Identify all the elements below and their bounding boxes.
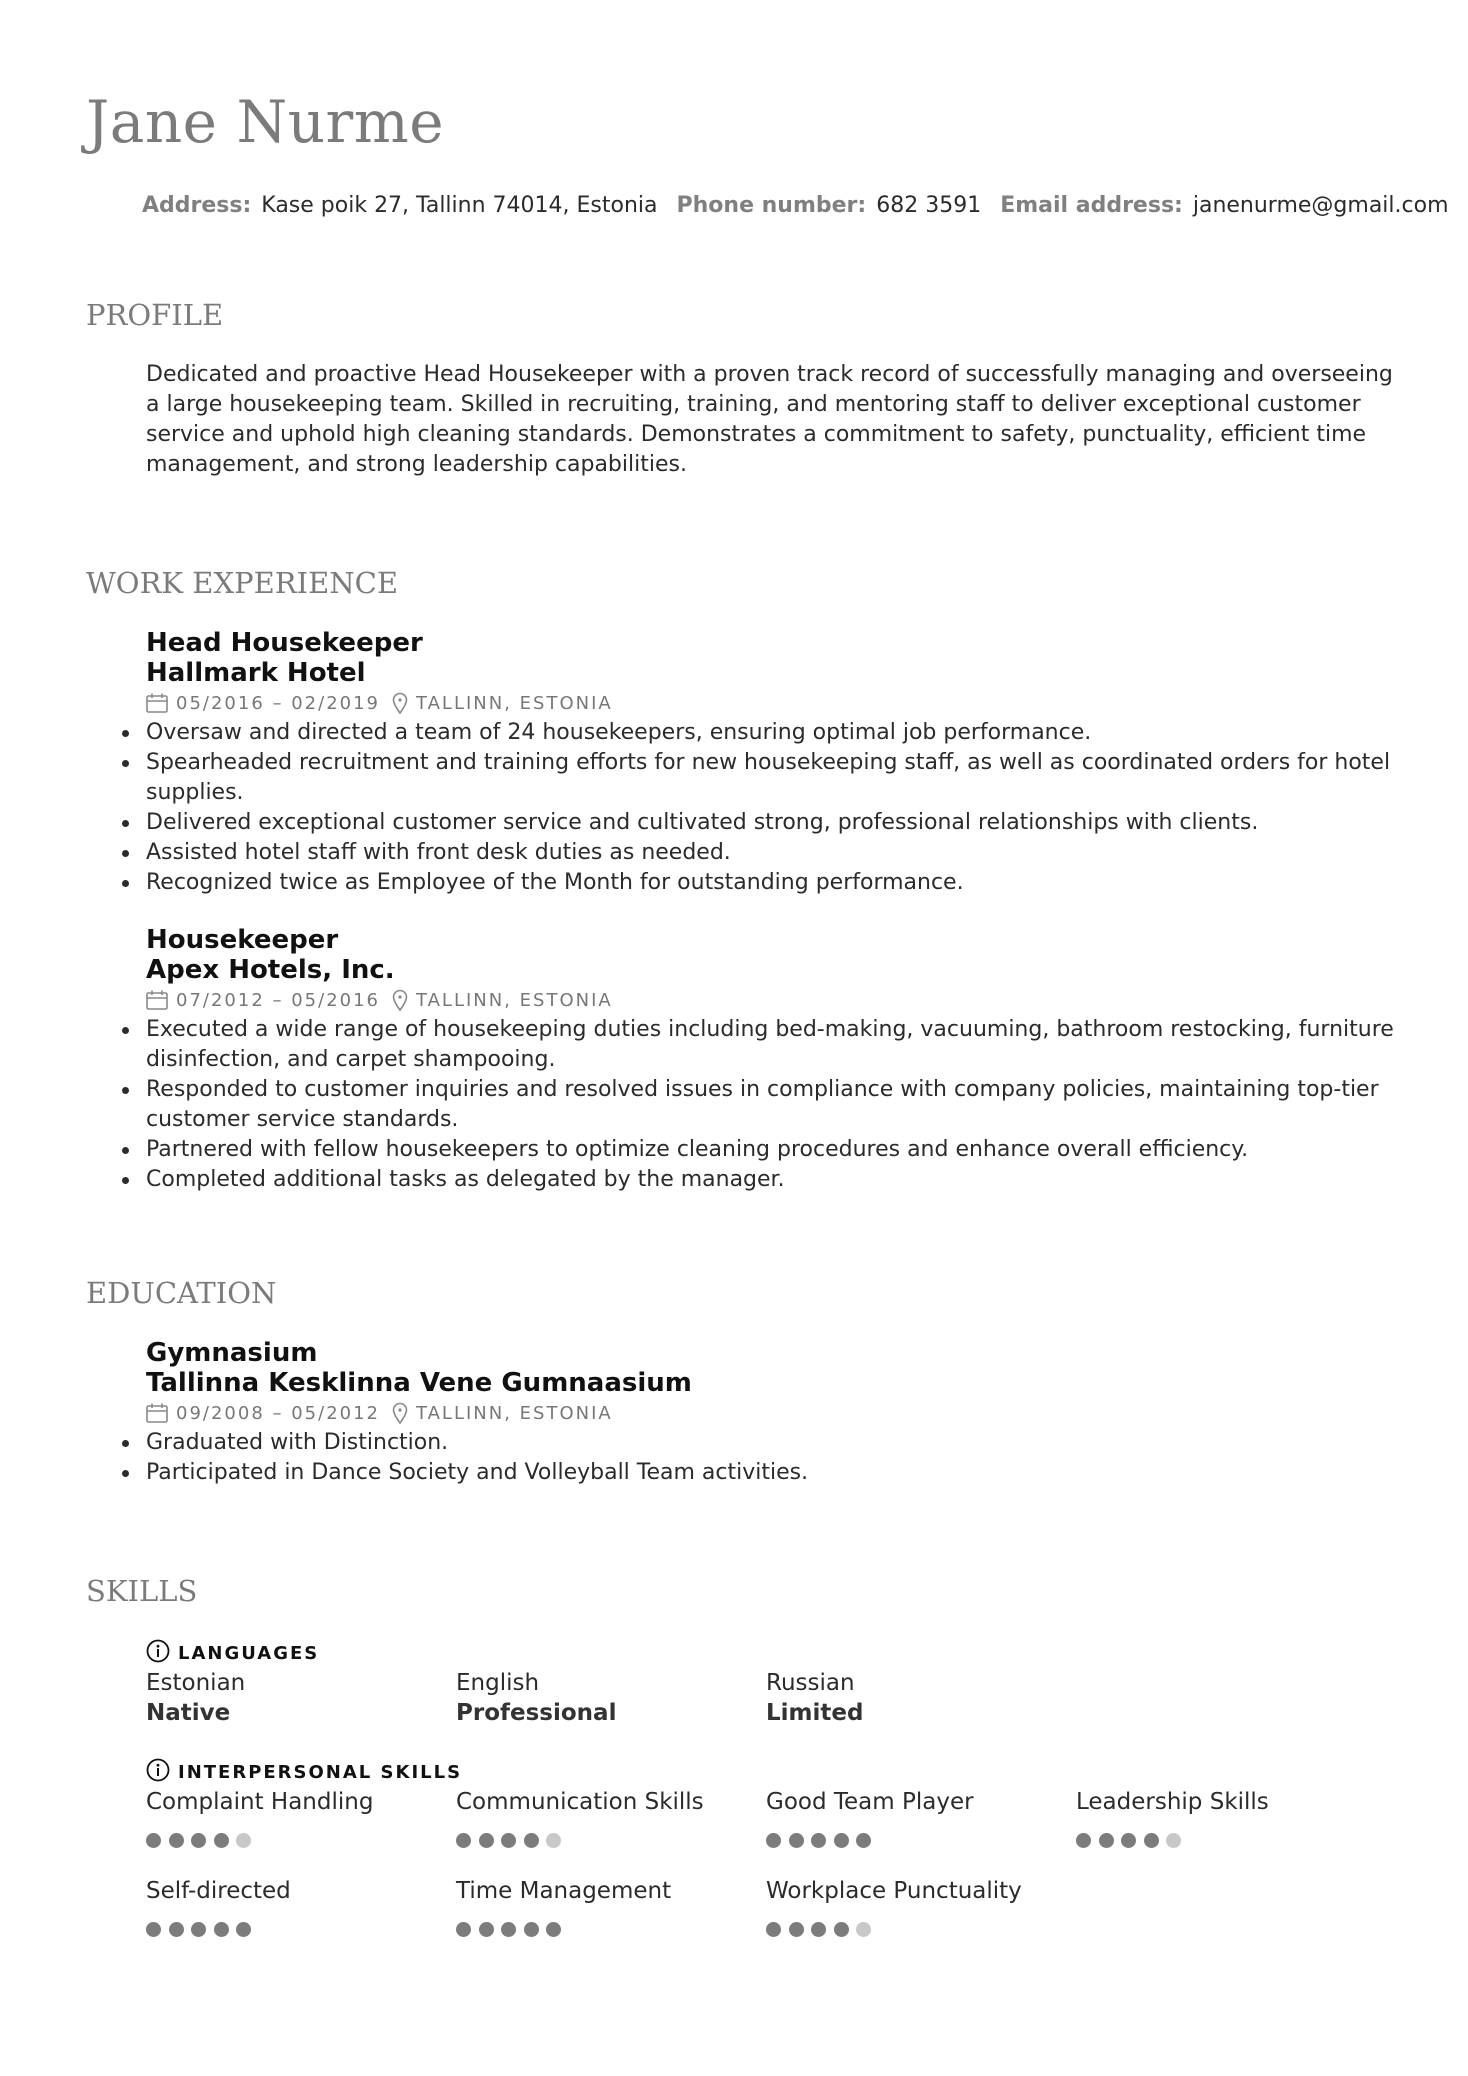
languages-heading-label: LANGUAGES (178, 1642, 320, 1664)
skill-name: Communication Skills (456, 1789, 704, 1815)
rating-dot-filled (524, 1833, 539, 1848)
location-pin-icon (392, 989, 408, 1011)
language-level: Native (146, 1700, 231, 1726)
rating-dot-filled (501, 1833, 516, 1848)
calendar-icon (146, 1403, 168, 1423)
job-duties (146, 718, 1396, 898)
school-name: Tallinna Kesklinna Vene Gumnaasium (146, 1368, 692, 1398)
skill-name: Complaint Handling (146, 1789, 374, 1815)
rating-dot-filled (1076, 1833, 1091, 1848)
skill-name: Time Management (456, 1878, 672, 1904)
rating-dot-filled (834, 1833, 849, 1848)
rating-dot-empty (236, 1833, 251, 1848)
duty-item: Completed additional tasks as delegated by the manager. (146, 1165, 1396, 1195)
job-entry (146, 925, 1396, 1195)
rating-dot-filled (146, 1833, 161, 1848)
skill-name: Self-directed (146, 1878, 291, 1904)
rating-dot-filled (766, 1922, 781, 1937)
rating-dot-filled (236, 1922, 251, 1937)
achievement-item: Participated in Dance Society and Volleyball Team activities. (146, 1458, 1396, 1488)
job-location: TALLINN, ESTONIA (416, 692, 613, 714)
rating-dot-filled (789, 1922, 804, 1937)
skill-item (456, 1787, 766, 1876)
job-meta (146, 688, 1396, 718)
calendar-icon (146, 693, 168, 713)
job-title: Head Housekeeper (146, 628, 423, 658)
duty-item: Spearheaded recruitment and training efforts for new housekeeping staff, as well as coordinated orders for hotel supplies. (146, 748, 1396, 808)
work-section-title: WORK EXPERIENCE (86, 566, 398, 600)
rating-dot-filled (146, 1922, 161, 1937)
address-label: Address: (142, 193, 252, 218)
education-entry (146, 1338, 1396, 1488)
rating-dot-filled (1144, 1833, 1159, 1848)
language-item (146, 1668, 456, 1728)
info-icon (146, 1639, 170, 1668)
rating-dot-filled (856, 1833, 871, 1848)
rating-dot-filled (214, 1922, 229, 1937)
skill-rating (1076, 1833, 1386, 1851)
achievement-item: Graduated with Distinction. (146, 1428, 1396, 1458)
skill-item (766, 1876, 1076, 1936)
language-name: English (456, 1670, 540, 1696)
rating-dot-filled (524, 1922, 539, 1937)
job-title: Housekeeper (146, 925, 339, 955)
skill-name: Leadership Skills (1076, 1789, 1269, 1815)
skill-rating (766, 1833, 1076, 1851)
skill-item (1076, 1787, 1386, 1876)
rating-dot-filled (1099, 1833, 1114, 1848)
rating-dot-empty (546, 1833, 561, 1848)
phone-value: 682 3591 (876, 193, 982, 218)
duty-item: Executed a wide range of housekeeping duties including bed-making, vacuuming, bathroom restocking, furniture disinfection, and carpet shampooing. (146, 1015, 1396, 1075)
education-meta (146, 1398, 1396, 1428)
education-location: TALLINN, ESTONIA (416, 1402, 613, 1424)
language-item (766, 1668, 1076, 1728)
duty-item: Assisted hotel staff with front desk duties as needed. (146, 838, 1396, 868)
profile-section-title: PROFILE (86, 298, 224, 332)
rating-dot-filled (789, 1833, 804, 1848)
degree-title: Gymnasium (146, 1338, 318, 1368)
language-name: Estonian (146, 1670, 246, 1696)
job-dates: 07/2012 – 05/2016 (176, 989, 380, 1011)
job-employer: Apex Hotels, Inc. (146, 955, 395, 985)
email-value: janenurme@gmail.com (1192, 193, 1449, 218)
education-achievements (146, 1428, 1396, 1488)
candidate-name: Jane Nurme (86, 88, 445, 156)
job-duties (146, 1015, 1396, 1195)
skills-section-title: SKILLS (86, 1574, 198, 1608)
skill-rating (456, 1833, 766, 1851)
job-meta (146, 985, 1396, 1015)
skill-name: Good Team Player (766, 1789, 974, 1815)
rating-dot-filled (766, 1833, 781, 1848)
language-level: Professional (456, 1700, 617, 1726)
duty-item: Responded to customer inquiries and resolved issues in compliance with company policies, maintaining top-tier customer service standards. (146, 1075, 1396, 1135)
job-location: TALLINN, ESTONIA (416, 989, 613, 1011)
skill-rating (146, 1833, 456, 1851)
job-dates: 05/2016 – 02/2019 (176, 692, 380, 714)
interpersonal-skills-group (146, 1757, 1396, 1936)
profile-block (146, 360, 1396, 480)
rating-dot-filled (546, 1922, 561, 1937)
contact-line (142, 190, 1449, 222)
rating-dot-filled (191, 1833, 206, 1848)
rating-dot-empty (856, 1922, 871, 1937)
address-value: Kase poik 27, Tallinn 74014, Estonia (261, 193, 658, 218)
location-pin-icon (392, 1402, 408, 1424)
info-icon (146, 1758, 170, 1787)
profile-summary: Dedicated and proactive Head Housekeeper with a proven track record of successfully managing and overseeing a large housekeeping team. Skilled in recruiting, training, and mentoring staff to deliver exceptional customer service and uphold high cleaning standards. Demonstrates a commitment to safety, punctuality, efficient time management, and strong leadership capabilities. (146, 362, 1393, 477)
job-entry (146, 628, 1396, 898)
skill-item (766, 1787, 1076, 1876)
education-dates: 09/2008 – 05/2012 (176, 1402, 380, 1424)
skill-rating (146, 1922, 456, 1940)
job-employer: Hallmark Hotel (146, 658, 366, 688)
rating-dot-filled (191, 1922, 206, 1937)
duty-item: Delivered exceptional customer service and cultivated strong, professional relationships with clients. (146, 808, 1396, 838)
duty-item: Oversaw and directed a team of 24 housekeepers, ensuring optimal job performance. (146, 718, 1396, 748)
rating-dot-filled (479, 1922, 494, 1937)
languages-list (146, 1668, 1396, 1728)
rating-dot-filled (834, 1922, 849, 1937)
rating-dot-filled (1121, 1833, 1136, 1848)
language-level: Limited (766, 1700, 864, 1726)
email-label: Email address: (1000, 193, 1183, 218)
skill-item (146, 1787, 456, 1876)
language-name: Russian (766, 1670, 855, 1696)
location-pin-icon (392, 692, 408, 714)
skill-item (456, 1876, 766, 1936)
rating-dot-empty (1166, 1833, 1181, 1848)
calendar-icon (146, 990, 168, 1010)
skill-rating (456, 1922, 766, 1940)
rating-dot-filled (811, 1833, 826, 1848)
language-item (456, 1668, 766, 1728)
languages-group (146, 1638, 1396, 1728)
duty-item: Partnered with fellow housekeepers to optimize cleaning procedures and enhance overall efficiency. (146, 1135, 1396, 1165)
rating-dot-filled (501, 1922, 516, 1937)
interpersonal-heading-label: INTERPERSONAL SKILLS (178, 1761, 463, 1783)
education-section-title: EDUCATION (86, 1276, 277, 1310)
rating-dot-filled (811, 1922, 826, 1937)
rating-dot-filled (456, 1922, 471, 1937)
rating-dot-filled (169, 1922, 184, 1937)
rating-dot-filled (456, 1833, 471, 1848)
rating-dot-filled (169, 1833, 184, 1848)
languages-heading (146, 1638, 1396, 1668)
interpersonal-heading (146, 1757, 1396, 1787)
phone-label: Phone number: (676, 193, 867, 218)
interpersonal-skill-list (146, 1787, 1396, 1936)
skill-name: Workplace Punctuality (766, 1878, 1022, 1904)
skill-item (146, 1876, 456, 1936)
duty-item: Recognized twice as Employee of the Month for outstanding performance. (146, 868, 1396, 898)
rating-dot-filled (214, 1833, 229, 1848)
skill-rating (766, 1922, 1076, 1940)
rating-dot-filled (479, 1833, 494, 1848)
